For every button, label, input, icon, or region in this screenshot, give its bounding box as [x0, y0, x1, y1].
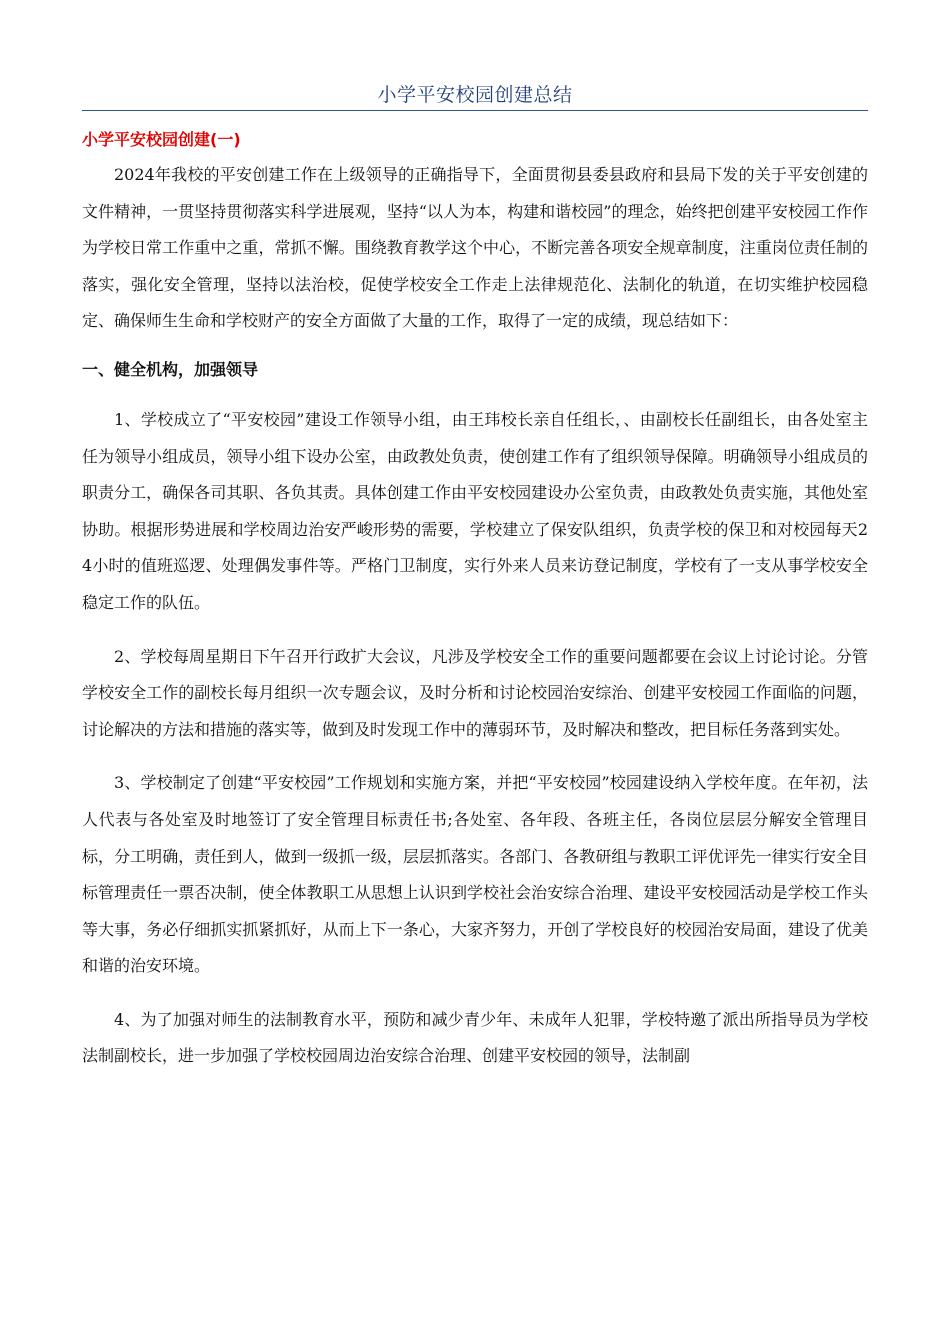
intro-paragraph: 2024年我校的平安创建工作在上级领导的正确指导下，全面贯彻县委县政府和县局下发的关于平安创建的文件精神，一贯坚持贯彻落实科学进展观，坚持“以人为本，构建和谐校园”的理念，始终把创建平安校园工作作为学校日常工作重中之重，常抓不懈。围绕教育教学这个中心，不断完善各项安全规章制度，注重岗位责任制的落实，强化安全管理，坚持以法治校，促使学校安全工作走上法律规范化、法制化的轨道，在切实维护校园稳定、确保师生生命和学校财产的安全方面做了大量的工作，取得了一定的成绩，现总结如下： — [82, 165, 868, 331]
body-paragraph-1: 1、学校成立了“平安校园”建设工作领导小组，由王玮校长亲自任组长，、由副校长任副组长，由各处室主任为领导小组成员，领导小组下设办公室，由政教处负责，使创建工作有了组织领导保障。明确领导小组成员的职责分工，确保各司其职、各负其责。具体创建工作由平安校园建设办公室负责，由政教处负责实施，其他处室协助。根据形势进展和学校周边治安严峻形势的需要，学校建立了保安队组织，负责学校的保卫和对校园每天24小时的值班巡逻、处理偶发事件等。严格门卫制度，实行外来人员来访登记制度，学校有了一支从事学校安全稳定工作的队伍。 — [82, 409, 868, 612]
document-page — [82, 0, 868, 1075]
document-title: 小学平安校园创建总结 — [377, 84, 573, 106]
body-paragraph-3: 3、学校制定了创建“平安校园”工作规划和实施方案，并把“平安校园”校园建设纳入学校年度。在年初，法人代表与各处室及时地签订了安全管理目标责任书;各处室、各年段、各班主任，各岗位层层分解安全管理目标，分工明确，责任到人，做到一级抓一级，层层抓落实。各部门、各教研组与教职工评优评先一律实行安全目标管理责任一票否决制，使全体教职工从思想上认识到学校社会治安综合治理、建设平安校园活动是学校工作头等大事，务必仔细抓实抓紧抓好，从而上下一条心，大家齐努力，开创了学校良好的校园治安局面，建设了优美和谐的治安环境。 — [82, 773, 868, 976]
body-paragraph-2: 2、学校每周星期日下午召开行政扩大会议，凡涉及学校安全工作的重要问题都要在会议上讨论讨论。分管学校安全工作的副校长每月组织一次专题会议，及时分析和讨论校园治安综治、创建平安校园工作面临的问题，讨论解决的方法和措施的落实等，做到及时发现工作中的薄弱环节，及时解决和整改，把目标任务落到实处。 — [82, 646, 868, 739]
subtitle-heading: 小学平安校园创建(一) — [82, 130, 241, 149]
body-paragraph-4: 4、为了加强对师生的法制教育水平，预防和减少青少年、未成年人犯罪，学校特邀了派出所指导员为学校法制副校长，进一步加强了学校校园周边治安综合治理、创建平安校园的领导，法制副 — [82, 1009, 868, 1066]
title-underline — [82, 110, 868, 111]
section-heading: 一、健全机构，加强领导 — [82, 359, 259, 379]
